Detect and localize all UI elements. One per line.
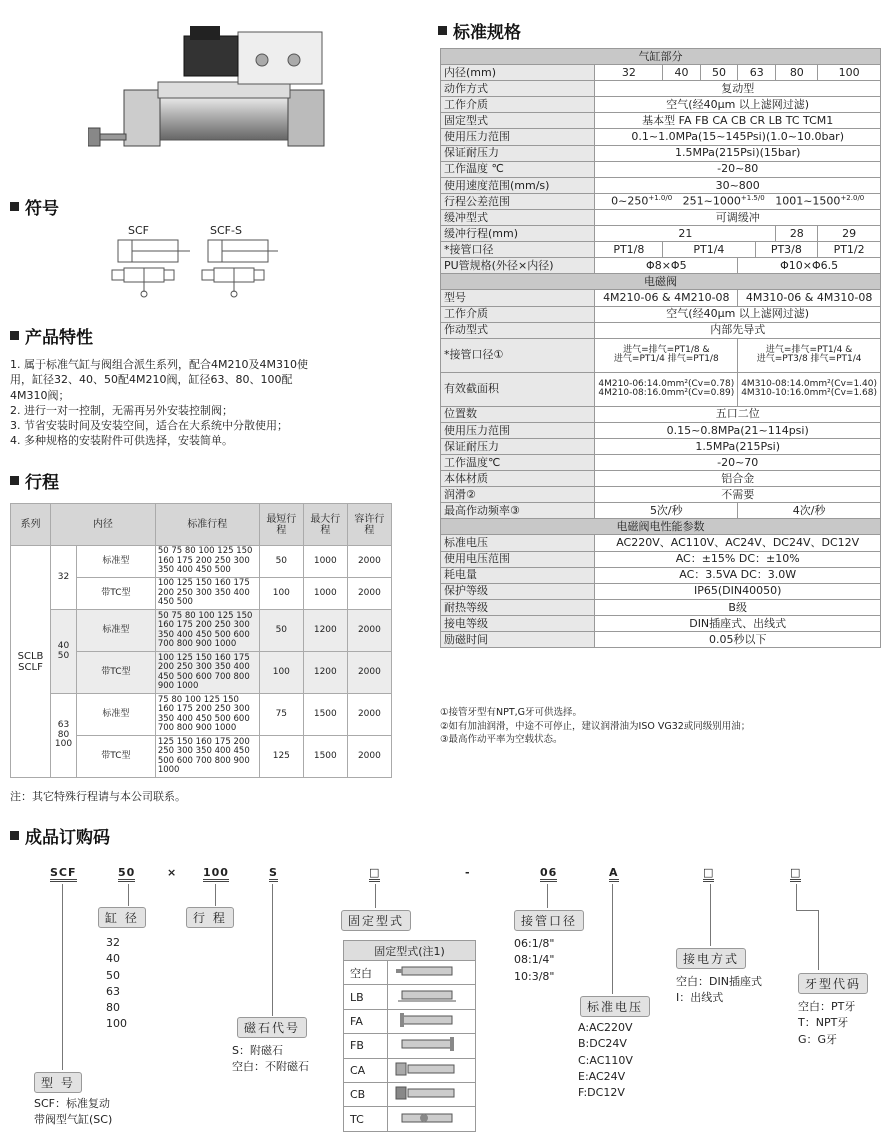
spec-label: 本体材质 — [441, 471, 595, 487]
spec-label: 缓冲行程(mm) — [441, 226, 595, 242]
code-thread: □ — [790, 866, 801, 882]
voltage-option: B:DC24V — [578, 1037, 627, 1051]
connector-line — [796, 884, 797, 910]
spec-label: 固定型式 — [441, 113, 595, 129]
section-stroke-heading: 行程 — [10, 468, 59, 493]
connection-label: 接电方式 — [676, 948, 746, 969]
mount-option: CB — [344, 1082, 388, 1106]
mount-drawing — [388, 1034, 476, 1058]
type-cell: 标准型 — [77, 610, 156, 652]
spec-value: -20~70 — [595, 454, 881, 470]
col-bore: 内径 — [51, 504, 156, 546]
area-line: 4M310-08:14.0mm²(Cv=1.40) — [741, 378, 877, 389]
spec-label: 保护等级 — [441, 583, 595, 599]
tol-upper: +1.0 — [648, 194, 666, 203]
spec-note: ③最高作动平率为空载状态。 — [440, 734, 563, 745]
bore-value: 63 — [738, 65, 776, 81]
spec-label: 保证耐压力 — [441, 145, 595, 161]
magnet-options — [232, 1043, 309, 1076]
section-symbol-heading: 符号 — [10, 194, 59, 219]
connection-option: 空白：DIN插座式 — [676, 975, 762, 988]
spec-label: 使用速度范围(mm/s) — [441, 177, 595, 193]
voltage-option: F:DC12V — [578, 1086, 625, 1100]
spec-value — [738, 338, 881, 372]
min-cell: 50 — [259, 546, 303, 578]
tolerance-value: $0\sim 250^{+1.0/0}$ $251\sim 1000^{+1.5/0}$ $1001\sim 1500^{+2.0/0}$ — [595, 193, 881, 209]
mount-label: 固定型式 — [341, 910, 411, 931]
type-cell: 带TC型 — [77, 736, 156, 778]
spec-value: 内部先导式 — [595, 322, 881, 338]
spec-value: AC：±15% DC：±10% — [595, 551, 881, 567]
area-line: 4M310-10:16.0mm²(Cv=1.68) — [741, 388, 877, 399]
max-cell: 1000 — [303, 578, 347, 610]
feature-item: 1. 属于标准气缸与阀组合派生系列，配合4M210及4M310使 — [10, 358, 308, 371]
mount-drawing — [388, 1082, 476, 1106]
spec-value: 4M210-06 & 4M210-08 — [595, 290, 738, 306]
tol-upper: +2.0 — [840, 194, 858, 203]
type-cell: 带TC型 — [77, 652, 156, 694]
type-cell: 标准型 — [77, 546, 156, 578]
spec-value: Φ8×Φ5 — [595, 258, 738, 274]
connector-line — [272, 884, 273, 1016]
spec-value — [738, 372, 881, 406]
feature-item: 3. 节省安装时间及安装空间，适合在大系统中分散使用； — [10, 419, 288, 433]
spec-value: 五口二位 — [595, 406, 881, 422]
mount-option: LB — [344, 985, 388, 1009]
magnet-option: 空白：不附磁石 — [232, 1060, 309, 1074]
bore-value: 40 — [663, 65, 700, 81]
model-desc-line: SCF：标准复动 — [34, 1097, 110, 1110]
mount-table — [343, 940, 476, 1132]
max-cell: 1000 — [303, 546, 347, 578]
spec-note: ①接管牙型有NPT,G牙可供选择。 — [440, 707, 583, 718]
vport-line: 进气=排气=PT1/8 & — [623, 344, 710, 355]
thread-option: G：G牙 — [798, 1032, 838, 1046]
thread-option: 空白：PT牙 — [798, 1000, 856, 1013]
spec-label: 行程公差范围 — [441, 193, 595, 209]
connector-line — [215, 884, 216, 906]
spec-value: 29 — [818, 226, 881, 242]
tol-range: 0~250 — [611, 194, 649, 208]
spec-label: *接管口径① — [441, 338, 595, 372]
symbol-label-scfs: SCF-S — [210, 224, 242, 237]
bore-option: 40 — [106, 952, 120, 966]
tol-range: 1001~1500 — [775, 194, 841, 208]
spec-value: 空气(经40μm 以上滤网过滤) — [595, 97, 881, 113]
series-cell: SCLB SCLF — [11, 546, 51, 778]
connector-line — [375, 884, 376, 908]
connection-options — [676, 974, 762, 1007]
connector-line — [818, 910, 819, 970]
std-cell: 50 75 80 100 125 150 160 175 200 250 300 350 400 450 500 600 700 800 900 1000 — [155, 610, 259, 652]
spec-value: 1.5MPa(215Psi)(15bar) — [595, 145, 881, 161]
spec-label: 保证耐压力 — [441, 438, 595, 454]
mount-table-title: 固定型式(注1) — [344, 941, 476, 961]
code-stroke: 100 — [203, 866, 229, 882]
spec-value: 复动型 — [595, 81, 881, 97]
model-desc-line: 带阀型气缸(SC) — [34, 1113, 113, 1127]
connector-line — [128, 884, 129, 906]
spec-label: 缓冲型式 — [441, 209, 595, 225]
area-line: 4M210-06:14.0mm²(Cv=0.78) — [598, 378, 735, 389]
spec-label: 接电等级 — [441, 615, 595, 631]
spec-value: 铝合金 — [595, 471, 881, 487]
spec-value: IP65(DIN40050) — [595, 583, 881, 599]
spec-value: 0.1~1.0MPa(15~145Psi)(1.0~10.0bar) — [595, 129, 881, 145]
voltage-options — [578, 1020, 633, 1101]
max-cell: 1200 — [303, 610, 347, 652]
bore-value: 32 — [595, 65, 663, 81]
max-cell: 1500 — [303, 694, 347, 736]
spec-label: 耐热等级 — [441, 599, 595, 615]
spec-label: *接管口径 — [441, 242, 595, 258]
code-magnet: S — [269, 866, 278, 882]
spec-label: 位置数 — [441, 406, 595, 422]
stroke-label: 行 程 — [186, 907, 234, 928]
thread-label: 牙型代码 — [798, 973, 868, 994]
col-max: 最大行程 — [303, 504, 347, 546]
elec-section-title: 电磁阀电性能参数 — [441, 519, 881, 535]
spec-value: Φ10×Φ6.5 — [738, 258, 881, 274]
section-spec-heading: 标准规格 — [438, 18, 521, 43]
spec-value — [595, 372, 738, 406]
mount-option: FB — [344, 1034, 388, 1058]
spec-label: PU管规格(外径×内径) — [441, 258, 595, 274]
code-mount: □ — [369, 866, 380, 882]
min-cell: 100 — [259, 578, 303, 610]
mount-drawing — [388, 985, 476, 1009]
spec-value: 4次/秒 — [738, 503, 881, 519]
feature-item: 4M310阀； — [10, 388, 70, 402]
stroke-note: 注：其它特殊行程请与本公司联系。 — [10, 790, 186, 803]
mount-drawing — [388, 1107, 476, 1131]
spec-label: 型号 — [441, 290, 595, 306]
spec-notes — [440, 706, 750, 747]
port-options — [514, 936, 554, 985]
spec-value: 21 — [595, 226, 776, 242]
spec-label: 使用压力范围 — [441, 129, 595, 145]
spec-label: 使用电压范围 — [441, 551, 595, 567]
bore-cell: 32 — [51, 546, 77, 610]
mount-option: FA — [344, 1009, 388, 1033]
allow-cell: 2000 — [347, 578, 391, 610]
spec-label: 作动型式 — [441, 322, 595, 338]
connector-line — [612, 884, 613, 994]
feature-item: 4. 多种规格的安装附件可供选择，安装简单。 — [10, 434, 233, 448]
spec-value: 1.5MPa(215Psi) — [595, 438, 881, 454]
tol-range: 251~1000 — [682, 194, 741, 208]
tol-lower: 0 — [859, 194, 865, 203]
port-option: 08:1/4" — [514, 953, 555, 967]
port-option: 06:1/8" — [514, 937, 555, 950]
stroke-table — [10, 503, 392, 778]
connector-line — [710, 884, 711, 946]
mount-option: TC — [344, 1107, 388, 1131]
spec-label: 使用压力范围 — [441, 422, 595, 438]
section-features-heading: 产品特性 — [10, 323, 93, 348]
connector-line — [547, 884, 548, 908]
bore-option: 63 — [106, 984, 120, 998]
spec-label: 润滑② — [441, 487, 595, 503]
bore-option: 80 — [106, 1001, 120, 1015]
col-series: 系列 — [11, 504, 51, 546]
pneumatic-symbol — [110, 238, 280, 302]
spec-label: 有效截面积 — [441, 372, 595, 406]
spec-label: 工作介质 — [441, 97, 595, 113]
vport-line: 进气=PT1/4 排气=PT1/8 — [613, 354, 719, 365]
spec-value: B级 — [595, 599, 881, 615]
spec-note: ②如有加油润滑，中途不可停止，建议润滑油为ISO VG32或同级别用油； — [440, 720, 751, 732]
valve-section-title: 电磁阀 — [441, 274, 881, 290]
product-image — [88, 24, 348, 174]
min-cell: 75 — [259, 694, 303, 736]
bore-option: 50 — [106, 968, 120, 982]
voltage-option: A:AC220V — [578, 1021, 633, 1034]
max-cell: 1200 — [303, 652, 347, 694]
voltage-label: 标准电压 — [580, 996, 650, 1017]
feature-item: 2. 进行一对一控制，无需再另外安装控制阀； — [10, 403, 233, 417]
spec-value: 可调缓冲 — [595, 209, 881, 225]
allow-cell: 2000 — [347, 736, 391, 778]
cyl-section-title: 气缸部分 — [441, 49, 881, 65]
model-label: 型 号 — [34, 1072, 82, 1093]
spec-value: -20~80 — [595, 161, 881, 177]
col-std: 标准行程 — [155, 504, 259, 546]
mount-drawing — [388, 961, 476, 985]
tol-lower: 0 — [667, 194, 673, 203]
connector-line — [796, 910, 818, 911]
bore-cell: 40 50 — [51, 610, 77, 694]
section-order-heading: 成品订购码 — [10, 823, 110, 848]
spec-value: PT1/2 — [818, 242, 881, 258]
spec-value: 4M310-06 & 4M310-08 — [738, 290, 881, 306]
voltage-option: E:AC24V — [578, 1069, 626, 1083]
allow-cell: 2000 — [347, 610, 391, 652]
spec-value: AC220V、AC110V、AC24V、DC24V、DC12V — [595, 535, 881, 551]
spec-value: 0.15~0.8MPa(21~114psi) — [595, 422, 881, 438]
spec-table — [440, 48, 881, 648]
spec-value: DIN插座式、出线式 — [595, 615, 881, 631]
type-cell: 标准型 — [77, 694, 156, 736]
std-cell: 100 125 150 160 175 200 250 300 350 400 450 500 600 700 800 900 1000 — [155, 652, 259, 694]
std-cell: 50 75 80 100 125 150 160 175 200 250 300 350 400 450 500 — [155, 546, 259, 578]
spec-label: 工作温度℃ — [441, 454, 595, 470]
spec-value: AC：3.5VA DC：3.0W — [595, 567, 881, 583]
bore-option: 32 — [106, 936, 120, 949]
spec-label: 最高作动频率③ — [441, 503, 595, 519]
thread-option: T：NPT牙 — [798, 1016, 849, 1030]
min-cell: 125 — [259, 736, 303, 778]
bore-value: 100 — [818, 65, 881, 81]
code-dash: - — [465, 866, 471, 879]
vport-line: 进气=排气=PT1/4 & — [765, 344, 853, 355]
spec-value: 不需要 — [595, 487, 881, 503]
feature-item: 用，缸径32、40、50配4M210阀，缸径63、80、100配 — [10, 373, 293, 387]
spec-label: 工作介质 — [441, 306, 595, 322]
code-times: × — [167, 866, 178, 879]
spec-value — [595, 338, 738, 372]
code-model: SCF — [50, 866, 77, 882]
magnet-option: S：附磁石 — [232, 1044, 283, 1057]
col-min: 最短行程 — [259, 504, 303, 546]
tol-lower: 0 — [760, 194, 765, 203]
spec-value: PT1/8 — [595, 242, 663, 258]
spec-value: PT3/8 — [755, 242, 818, 258]
port-label: 接管口径 — [514, 910, 584, 931]
tol-upper: +1.5 — [740, 194, 758, 203]
spec-label: 动作方式 — [441, 81, 595, 97]
std-cell: 100 125 150 160 175 200 250 300 350 400 450 500 — [155, 578, 259, 610]
bore-value: 80 — [776, 65, 818, 81]
feature-list — [10, 357, 390, 449]
col-allow: 容许行程 — [347, 504, 391, 546]
spec-value: 5次/秒 — [595, 503, 738, 519]
bore-cell: 63 80 100 — [51, 694, 77, 778]
bore-label: 缸 径 — [98, 907, 146, 928]
bore-option: 100 — [106, 1017, 127, 1031]
spec-value: 空气(经40μm 以上滤网过滤) — [595, 306, 881, 322]
thread-options — [798, 999, 855, 1048]
magnet-label: 磁石代号 — [237, 1017, 307, 1038]
spec-value: 30~800 — [595, 177, 881, 193]
spec-label: 耗电量 — [441, 567, 595, 583]
spec-label: 励磁时间 — [441, 632, 595, 648]
bore-value: 50 — [700, 65, 737, 81]
voltage-option: C:AC110V — [578, 1053, 633, 1067]
mount-drawing — [388, 1058, 476, 1082]
spec-value: PT1/4 — [663, 242, 755, 258]
allow-cell: 2000 — [347, 694, 391, 736]
vport-line: 进气=PT3/8 排气=PT1/4 — [756, 354, 862, 365]
std-cell: 125 150 160 175 200 250 300 350 400 450 500 600 700 800 900 1000 — [155, 736, 259, 778]
spec-value: 28 — [776, 226, 818, 242]
spec-label: 内径(mm) — [441, 65, 595, 81]
port-option: 10:3/8" — [514, 969, 555, 983]
code-bore: 50 — [118, 866, 135, 882]
allow-cell: 2000 — [347, 652, 391, 694]
area-line: 4M210-08:16.0mm²(Cv=0.89) — [598, 388, 735, 399]
connector-line — [62, 884, 63, 1070]
spec-label: 标准电压 — [441, 535, 595, 551]
bore-options — [106, 935, 127, 1033]
code-voltage: A — [609, 866, 619, 882]
std-cell: 75 80 100 125 150 160 175 200 250 300 350 400 450 500 600 700 800 900 1000 — [155, 694, 259, 736]
max-cell: 1500 — [303, 736, 347, 778]
code-port: 06 — [540, 866, 557, 882]
min-cell: 100 — [259, 652, 303, 694]
spec-value: 基本型 FA FB CA CB CR LB TC TCM1 — [595, 113, 881, 129]
mount-option: CA — [344, 1058, 388, 1082]
model-desc — [34, 1096, 112, 1129]
symbol-label-scf: SCF — [128, 224, 149, 237]
type-cell: 带TC型 — [77, 578, 156, 610]
code-connection: □ — [703, 866, 714, 882]
spec-value: 0.05秒以下 — [595, 632, 881, 648]
mount-option: 空白 — [344, 961, 388, 985]
mount-drawing — [388, 1009, 476, 1033]
allow-cell: 2000 — [347, 546, 391, 578]
connection-option: I：出线式 — [676, 991, 724, 1005]
min-cell: 50 — [259, 610, 303, 652]
spec-label: 工作温度 ℃ — [441, 161, 595, 177]
